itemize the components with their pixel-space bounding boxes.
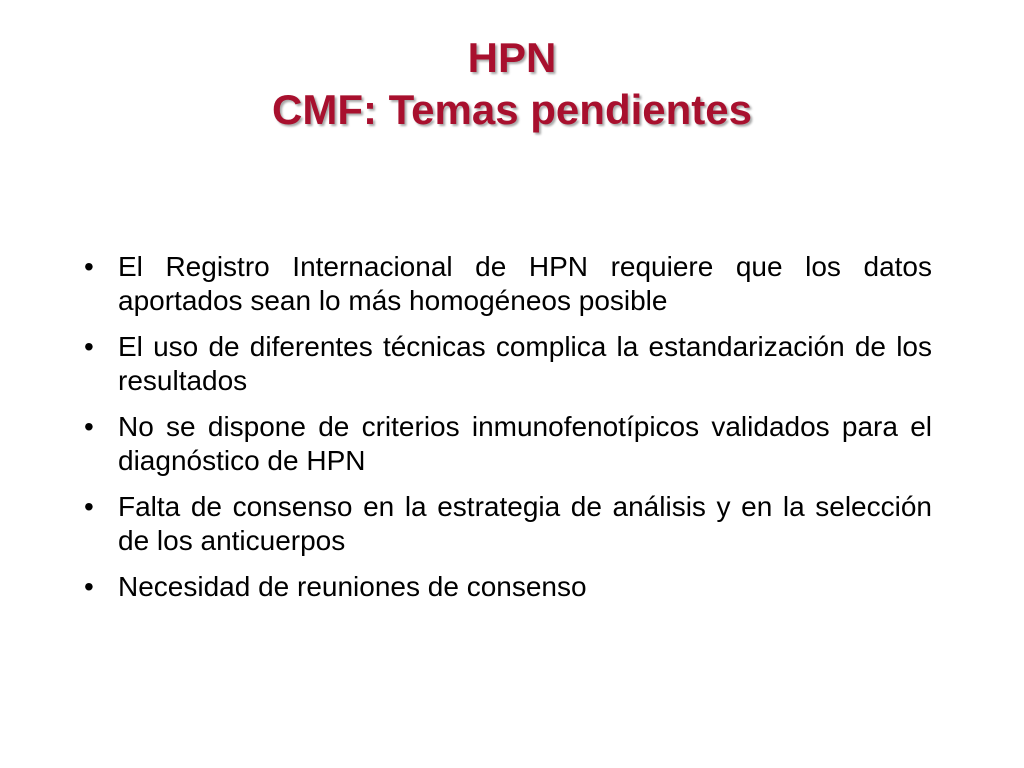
bullet-marker-icon: • — [84, 251, 94, 282]
slide-title-block — [0, 32, 1024, 136]
bullet-marker-icon: • — [84, 491, 94, 522]
bullet-marker-icon: • — [84, 411, 94, 442]
bullet-text: El Registro Internacional de HPN requiere que los datos aportados sean lo más homogéneos posible — [118, 251, 932, 316]
bullet-item — [78, 570, 932, 604]
bullet-text: No se dispone de criterios inmunofenotípicos validados para el diagnóstico de HPN — [118, 411, 932, 476]
bullet-text: Falta de consenso en la estrategia de análisis y en la selección de los anticuerpos — [118, 491, 932, 556]
bullet-item — [78, 490, 932, 558]
bullet-text: El uso de diferentes técnicas complica la estandarización de los resultados — [118, 331, 932, 396]
slide-title: HPN — [467, 34, 557, 81]
bullet-marker-icon: • — [84, 331, 94, 362]
bullet-item — [78, 250, 932, 318]
bullet-item — [78, 330, 932, 398]
slide-subtitle: CMF: Temas pendientes — [272, 86, 752, 133]
bullet-list — [78, 250, 932, 616]
bullet-text: Necesidad de reuniones de consenso — [118, 571, 587, 602]
bullet-item — [78, 410, 932, 478]
bullet-marker-icon: • — [84, 571, 94, 602]
